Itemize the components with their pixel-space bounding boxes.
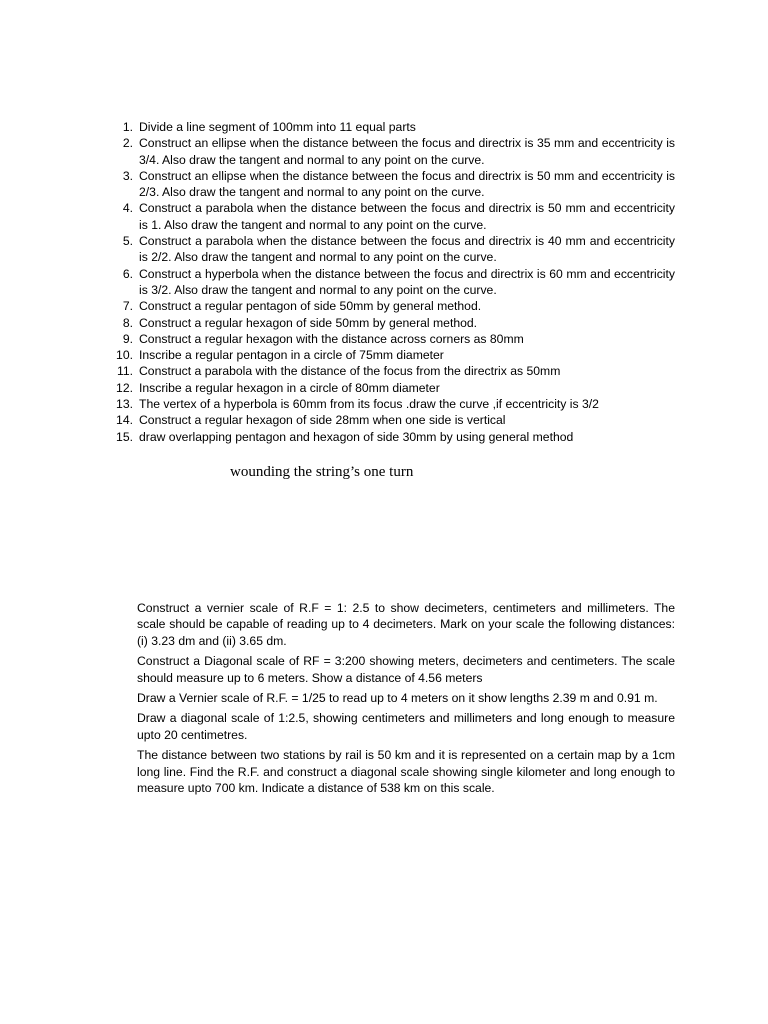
list-item [110, 135, 675, 168]
question-text: Inscribe a regular hexagon in a circle of 80mm diameter [139, 380, 440, 395]
handwritten-note: wounding the string’s one turn [230, 464, 414, 480]
list-item [110, 412, 675, 428]
scale-question: Construct a Diagonal scale of RF = 3:200 showing meters, decimeters and centimeters. The scale should measure up to 6 meters. Show a distance of 4.56 meters [137, 654, 675, 685]
list-item [110, 331, 675, 347]
question-text: Construct a regular hexagon with the distance across corners as 80mm [139, 331, 524, 346]
question-number: 11. [116, 364, 133, 379]
list-item [110, 119, 675, 135]
question-number: 15. [116, 429, 133, 444]
question-number: 7. [122, 299, 133, 314]
list-item [110, 200, 675, 233]
question-number: 1. [122, 120, 133, 134]
list-item [110, 429, 675, 445]
question-text: Construct a regular pentagon of side 50mm by general method. [139, 299, 482, 314]
question-text: The vertex of a hyperbola is 60mm from its focus .draw the curve ,if eccentricity is 3/2 [139, 397, 599, 412]
list-item [110, 298, 675, 314]
question-text: draw overlapping pentagon and hexagon of side 30mm by using general method [139, 429, 574, 444]
question-text: Construct an ellipse when the distance between the focus and directrix is 50 mm and eccentricity is 2/3. Also draw the tangent and normal to any point on the curve. [139, 168, 675, 200]
list-item [110, 168, 675, 201]
question-number: 5. [122, 234, 133, 249]
scale-question: The distance between two stations by rail is 50 km and it is represented on a certain map by a 1cm long line. Find the R.F. and construct a diagonal scale showing single kilometer and long enough to measure upto 700 km. Indicate a distance of 538 km on this scale. [137, 748, 675, 796]
question-number: 10. [116, 348, 133, 363]
question-text: Construct a regular hexagon of side 28mm when one side is vertical [139, 413, 506, 428]
list-item [110, 315, 675, 331]
list-item [110, 266, 675, 299]
list-item [110, 347, 675, 363]
question-list [110, 119, 675, 445]
question-number: 14. [116, 413, 133, 428]
question-number: 8. [122, 315, 133, 330]
question-text: Inscribe a regular pentagon in a circle of 75mm diameter [139, 348, 444, 363]
question-number: 6. [122, 266, 133, 281]
question-number: 3. [122, 168, 133, 183]
question-text: Construct a hyperbola when the distance between the focus and directrix is 60 mm and eccentricity is 3/2. Also draw the tangent and normal to any point on the curve. [139, 266, 675, 297]
question-number: 9. [122, 331, 133, 346]
list-item [110, 233, 675, 266]
question-text: Construct a parabola when the distance between the focus and directrix is 40 mm and eccentricity is 2/2. Also draw the tangent and normal to any point on the curve. [139, 234, 675, 265]
list-item [110, 363, 675, 379]
question-number: 12. [116, 380, 133, 395]
scale-question: Construct a vernier scale of R.F = 1: 2.5 to show decimeters, centimeters and millimeters. The scale should be capable of reading up to 4 decimeters. Mark on your scale the following distances: (i) 3.23 dm and (ii) 3.65 dm. [137, 601, 675, 648]
question-text: Construct an ellipse when the distance between the focus and directrix is 35 mm and eccentricity is 3/4. Also draw the tangent and normal to any point on the curve. [139, 136, 675, 167]
question-number: 13. [116, 397, 133, 412]
question-text: Construct a regular hexagon of side 50mm by general method. [139, 315, 478, 330]
question-number: 4. [122, 201, 133, 216]
question-text: Construct a parabola with the distance of the focus from the directrix as 50mm [139, 364, 561, 379]
scale-questions [137, 600, 675, 800]
scale-question: Draw a diagonal scale of 1:2.5, showing centimeters and millimeters and long enough to measure upto 20 centimetres. [137, 711, 675, 742]
question-number: 2. [122, 136, 133, 151]
list-item [110, 380, 675, 396]
question-text: Construct a parabola when the distance between the focus and directrix is 50 mm and eccentricity is 1. Also draw the tangent and normal to any point on the curve. [139, 201, 675, 232]
question-text: Divide a line segment of 100mm into 11 equal parts [139, 120, 416, 134]
scale-question: Draw a Vernier scale of R.F. = 1/25 to read up to 4 meters on it show lengths 2.39 m and 0.91 m. [137, 691, 658, 706]
list-item [110, 396, 675, 412]
